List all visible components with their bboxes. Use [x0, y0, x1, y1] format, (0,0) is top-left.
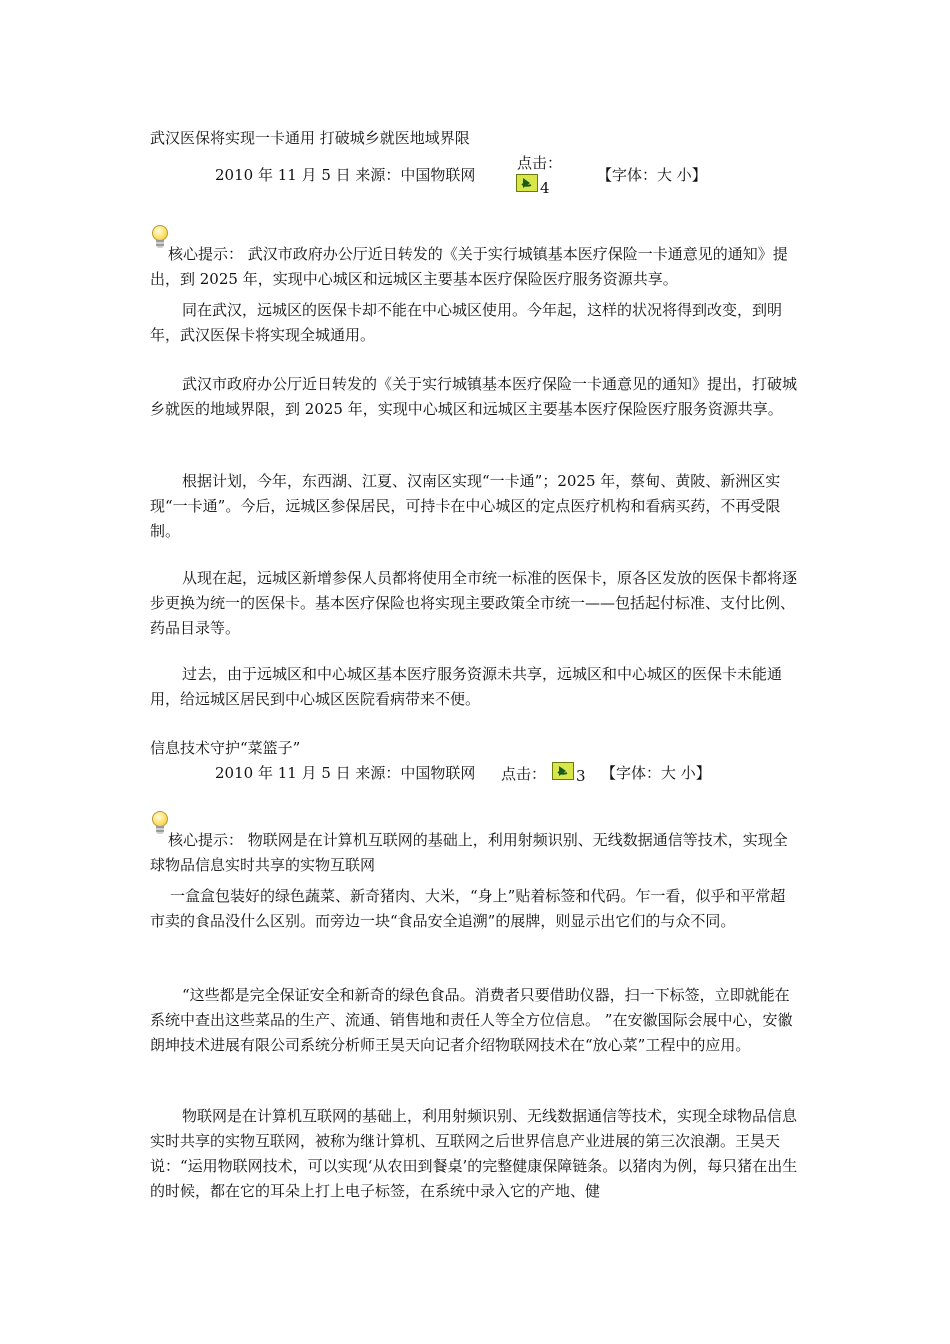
core-summary: 核心提示： 武汉市政府办公厅近日转发的《关于实行城镇基本医疗保险一卡通意见的通知》提出，到 2025 年，实现中心城区和远城区主要基本医疗保险医疗服务资源共享。 [150, 245, 788, 288]
font-size-control[interactable]: 【字体：大 小】 [601, 764, 711, 782]
article-paragraph: “这些都是完全保证安全和新奇的绿色食品。消费者只要借助仪器，扫一下标签，立即就能在系统中查出这些菜品的生产、流通、销售地和责任人等全方位信息。 ”在安徽国际会展中心，安徽朗坤技术进展有限公司系统分析师王昊天向记者介绍物联网技术在“放心菜”工程中的应用。 [150, 986, 793, 1054]
article-title: 信息技术守护“菜篮子” [150, 739, 301, 757]
article-paragraph: 过去，由于远城区和中心城区基本医疗服务资源未共享，远城区和中心城区的医保卡未能通用，给远城区居民到中心城区医院看病带来不便。 [150, 665, 783, 708]
article-paragraph: 从现在起，远城区新增参保人员都将使用全市统一标准的医保卡，原各区发放的医保卡都将逐步更换为统一的医保卡。基本医疗保险也将实现主要政策全市统一——包括起付标准、支付比例、药品目录等。 [150, 569, 798, 637]
article-intro: 一盒盒包装好的绿色蔬菜、新奇猪肉、大米，“身上”贴着标签和代码。乍一看，似乎和平常超市卖的食品没什么区别。而旁边一块“食品安全追溯”的展牌，则显示出它们的与众不同。 [150, 887, 786, 930]
article-paragraph: 根据计划，今年，东西湖、江夏、汉南区实现“一卡通”；2025 年，蔡甸、黄陂、新洲区实现“一卡通”。今后，远城区参保居民，可持卡在中心城区的定点医疗机构和看病买药，不再受限制。 [150, 472, 781, 540]
article-intro: 同在武汉，远城区的医保卡却不能在中心城区使用。今年起，这样的状况将得到改变，到明年，武汉医保卡将实现全城通用。 [150, 301, 783, 344]
article-meta: 2010 年 11 月 5 日 来源：中国物联网 [215, 166, 476, 184]
hits-count: 3 [576, 767, 586, 785]
hits-label: 点击： [501, 765, 547, 783]
font-size-control[interactable]: 【字体：大 小】 [597, 166, 707, 184]
article-paragraph: 物联网是在计算机互联网的基础上，利用射频识别、无线数据通信等技术，实现全球物品信息实时共享的实物互联网，被称为继计算机、互联网之后世界信息产业进展的第三次浪潮。王昊天说：“运用物联网技术，可以实现‘从农田到餐桌’的完整健康保障链条。以猪肉为例，每只猪在出生的时候，都在它的耳朵上打上电子标签，在系统中录入它的产地、健 [150, 1107, 798, 1200]
article-paragraph: 武汉市政府办公厅近日转发的《关于实行城镇基本医疗保险一卡通意见的通知》提出，打破城乡就医的地域界限，到 2025 年，实现中心城区和远城区主要基本医疗保险医疗服务资源共享。 [150, 375, 798, 418]
article-meta: 2010 年 11 月 5 日 来源：中国物联网 [215, 764, 476, 782]
hit-counter-icon [516, 174, 538, 192]
hits-count: 4 [540, 179, 550, 197]
hits-label: 点击： [517, 154, 563, 172]
core-summary: 核心提示： 物联网是在计算机互联网的基础上，利用射频识别、无线数据通信等技术，实现全球物品信息实时共享的实物互联网 [150, 831, 788, 874]
hit-counter-icon [552, 762, 574, 780]
article-title: 武汉医保将实现一卡通用 打破城乡就医地域界限 [150, 129, 470, 147]
